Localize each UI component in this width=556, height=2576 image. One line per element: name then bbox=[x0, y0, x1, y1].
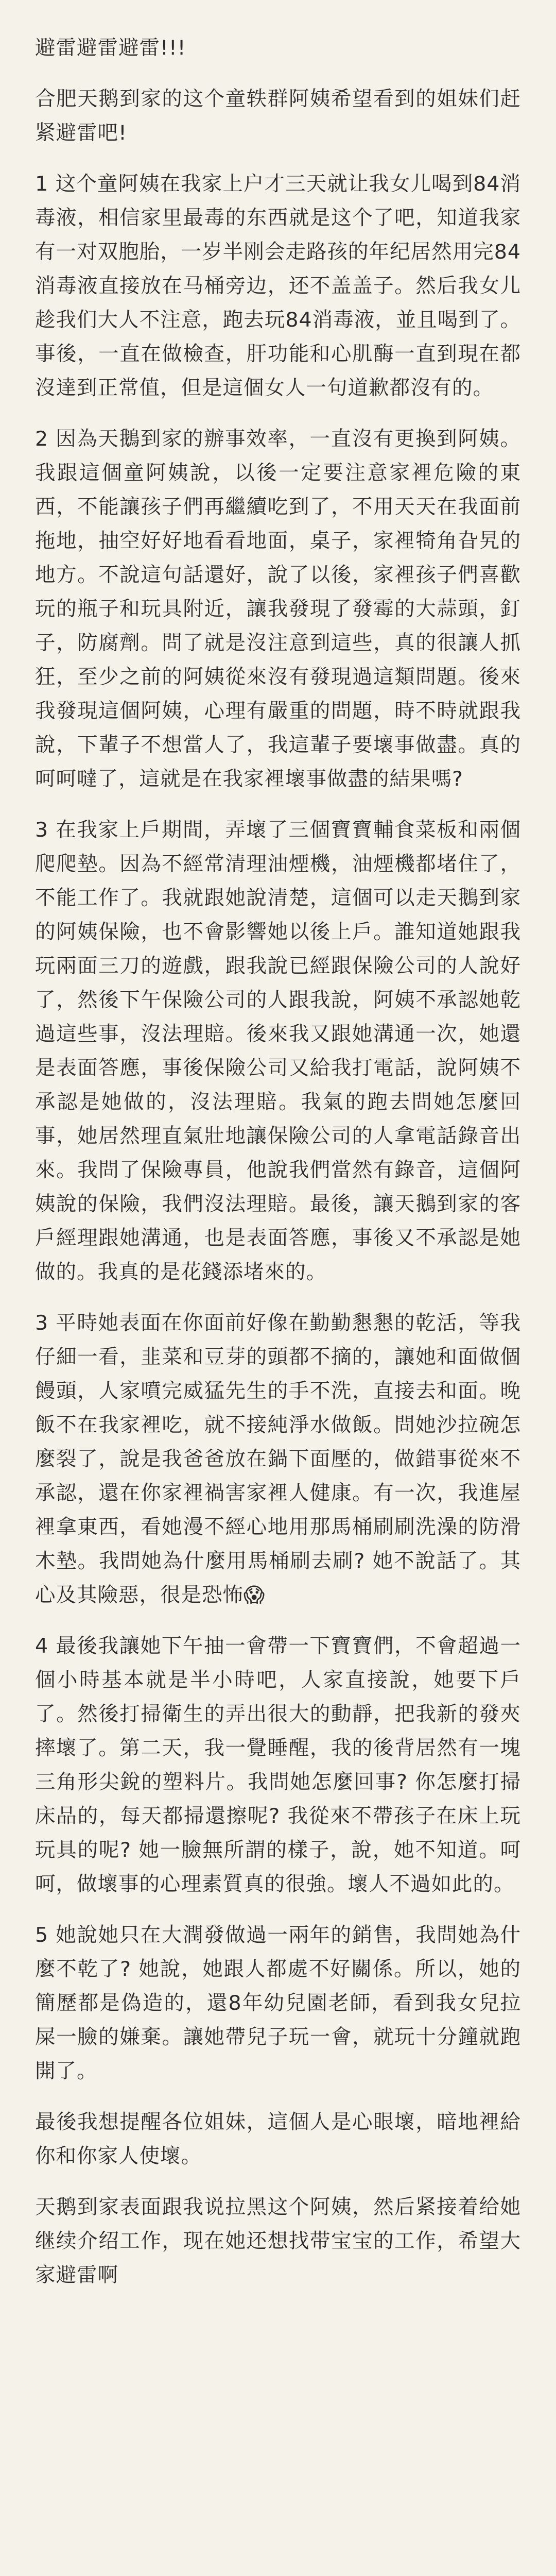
note-closing-paragraph: 天鹅到家表面跟我说拉黑这个阿姨，然后紧接着给她继续介绍工作，现在她还想找带宝宝的工作，希望大家避雷啊 bbox=[35, 2195, 521, 2287]
note-intro-paragraph: 合肥天鹅到家的这个童轶群阿姨希望看到的姐妹们赶紧避雷吧! bbox=[35, 87, 521, 145]
note-paragraph-2: 2 因為天鵝到家的辦事效率，一直沒有更換到阿姨。我跟這個童阿姨說，以後一定要注意家裡危險的東西，不能讓孩子們再繼續吃到了，不用天天在我面前拖地，抽空好好地看看地面，桌子，家裡犄角旮旯的地方。不說這句話還好，說了以後，家裡孩子們喜歡玩的瓶子和玩具附近，讓我發現了發霉的大蒜頭，釘子，防腐劑。問了就是沒注意到這些，真的很讓人抓狂，至少之前的阿姨從來沒有發現過這類問題。後來我發現這個阿姨，心理有嚴重的問題，時不時就跟我說，下輩子不想當人了，我這輩子要壞事做盡。真的呵呵噠了，這就是在我家裡壞事做盡的結果嗎? bbox=[35, 427, 521, 791]
note-title-line: 避雷避雷避雷!!! bbox=[35, 36, 186, 60]
note-paragraph-4: 4 最後我讓她下午抽一會帶一下寶寶們，不會超過一個小時基本就是半小時吧，人家直接說，她要下戶了。然後打掃衛生的弄出很大的動靜，把我新的發夾摔壞了。第二天，我一覺睡醒，我的後背居然有一塊三角形尖銳的塑料片。我問她怎麼回事? 你怎麼打掃床品的，每天都掃還擦呢? 我從來不帶孩子在床上玩玩具的呢? 她一臉無所謂的樣子，說，她不知道。呵呵，做壞事的心理素質真的很強。壞人不過如此的。 bbox=[35, 1634, 521, 1896]
note-paragraph-3b: 3 平時她表面在你面前好像在勤勤懇懇的乾活，等我仔細一看，韭菜和豆芽的頭都不摘的，讓她和面做個饅頭，人家噴完威猛先生的手不洗，直接去和面。晚飯不在我家裡吃，就不接純淨水做飯。問她沙拉碗怎麼裂了，說是我爸爸放在鍋下面壓的，做錯事從來不承認，還在你家裡禍害家裡人健康。有一次，我進屋裡拿東西，看她漫不經心地用那馬桶刷刷洗澡的防滑木墊。我問她為什麼用馬桶刷去刷? 她不說話了。其心及其險惡，很是恐怖😱 bbox=[35, 1311, 521, 1607]
note-warning-paragraph: 最後我想提醒各位姐妹，這個人是心眼壞，暗地裡給你和你家人使壞。 bbox=[35, 2110, 521, 2168]
note-paragraph-3a: 3 在我家上戶期間，弄壞了三個寶寶輔食菜板和兩個爬爬墊。因為不經常清理油煙機，油煙機都堵住了，不能工作了。我就跟她說清楚，這個可以走天鵝到家的阿姨保險，也不會影響她以後上戶。誰知道她跟我玩兩面三刀的遊戲，跟我說已經跟保險公司的人說好了，然後下午保險公司的人跟我說，阿姨不承認她乾過這些事，沒法理賠。後來我又跟她溝通一次，她還是表面答應，事後保險公司又給我打電話，說阿姨不承認是她做的，沒法理賠。我氣的跑去問她怎麼回事，她居然理直氣壯地讓保險公司的人拿電話錄音出來。我問了保險專員，他說我們當然有錄音，這個阿姨說的保險，我們沒法理賠。最後，讓天鵝到家的客戶經理跟她溝通，也是表面答應，事後又不承認是她做的。我真的是花錢添堵來的。 bbox=[35, 818, 521, 1284]
note-paragraph-5: 5 她說她只在大潤發做過一兩年的銷售，我問她為什麼不乾了? 她說，她跟人都處不好關係。所以，她的簡歷都是偽造的，還8年幼兒園老師，看到我女兒拉屎一臉的嫌棄。讓她帶兒子玩一會，就玩十分鐘就跑開了。 bbox=[35, 1923, 521, 2083]
note-body bbox=[35, 31, 521, 2292]
note-paragraph-1: 1 这个童阿姨在我家上户才三天就让我女儿喝到84消毒液，相信家里最毒的东西就是这个了吧，知道我家有一对双胞胎，一岁半刚会走路孩的年纪居然用完84消毒液直接放在马桶旁边，还不盖盖子。然后我女儿趁我们大人不注意，跑去玩84消毒液，並且喝到了。事後，一直在做檢查，肝功能和心肌酶一直到現在都沒達到正常值，但是這個女人一句道歉都沒有的。 bbox=[35, 172, 521, 400]
